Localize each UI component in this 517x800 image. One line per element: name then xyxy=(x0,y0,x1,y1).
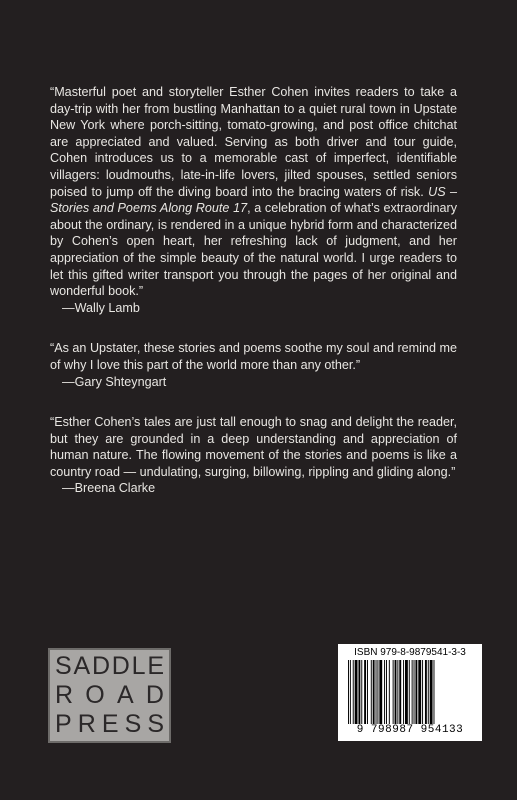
blurb-attribution: —Breena Clarke xyxy=(62,481,156,496)
blurb-text-part: “Masterful poet and storyteller Esther Cohen invites readers to take a day-trip with her from bustling Manhattan to a quiet rural town in Upstate New York where porch-sitting, tomato-growing, and post office chitchat are appreciated and valued. Serving as both driver and tour guide, Cohen introduces us to a memorable cast of imperfect, identifiable villagers: loudmouths, late-in-life lovers, jilted spouses, settled seniors poised to jump off the diving board into the bracing waters of risk. xyxy=(50,85,457,199)
barcode-bar xyxy=(386,660,387,724)
barcode-bar xyxy=(395,660,397,724)
barcode-bar xyxy=(430,660,433,724)
barcode-bar xyxy=(425,660,427,724)
barcode-bar xyxy=(418,660,421,724)
logo-letter: P xyxy=(55,710,72,738)
blurb-text: “Esther Cohen’s tales are just tall enough to snag and delight the reader, but they are grounded in a deep understanding and appreciation of human nature. The flowing movement of the stories and poems is like a country road — undulating, surging, billowing, rippling and gliding along.” xyxy=(50,415,457,479)
logo-letter: E xyxy=(147,652,164,680)
blurb-text xyxy=(50,84,457,300)
logo-letter: L xyxy=(131,652,146,680)
publisher-logo xyxy=(48,648,171,743)
barcode-bar xyxy=(422,660,423,724)
blurb-attribution: —Gary Shteyngart xyxy=(62,374,167,389)
blurb-attribution: —Wally Lamb xyxy=(62,300,140,315)
barcode-bar xyxy=(415,660,417,724)
barcode-bar xyxy=(393,660,394,724)
barcode-bar xyxy=(353,660,354,724)
isbn-barcode xyxy=(338,644,482,741)
barcode-bar xyxy=(428,660,429,724)
barcode-bar xyxy=(361,660,362,724)
barcode-bar xyxy=(399,660,401,724)
logo-letter: R xyxy=(55,681,74,709)
logo-letter: R xyxy=(77,710,96,738)
logo-letter: D xyxy=(91,652,110,680)
logo-line-1 xyxy=(50,652,169,681)
logo-letter: S xyxy=(124,710,142,738)
logo-letter: D xyxy=(145,681,164,709)
logo-letter: S xyxy=(147,710,164,738)
barcode-bar xyxy=(373,660,375,724)
book-title: US – Stories and Poems Along Route 17 xyxy=(50,184,458,216)
barcode-bar xyxy=(403,660,404,724)
blurb-wally-lamb xyxy=(50,84,457,316)
barcode-bar xyxy=(379,660,382,724)
barcode-bar xyxy=(389,660,390,724)
barcode-digits: 9 798987 954133 xyxy=(356,724,464,736)
barcode-bar xyxy=(384,660,385,724)
isbn-label: ISBN 979-8-9879541-3-3 xyxy=(354,647,466,658)
barcode-bar xyxy=(377,660,378,724)
barcode-bar xyxy=(371,660,372,724)
logo-letter: D xyxy=(111,652,130,680)
barcode-bar xyxy=(397,660,398,724)
blurb-breena-clarke xyxy=(50,414,457,497)
barcode-bar xyxy=(434,660,435,724)
logo-letter: E xyxy=(101,710,119,738)
barcode-bar xyxy=(350,660,351,724)
barcode-bar xyxy=(355,660,358,724)
barcode-bar xyxy=(376,660,377,724)
logo-line-2 xyxy=(50,681,169,710)
endorsements xyxy=(50,84,457,521)
blurb-gary-shteyngart xyxy=(50,340,457,390)
logo-letter: A xyxy=(116,681,134,709)
blurb-text: “As an Upstater, these stories and poems soothe my soul and remind me of why I love this part of the world more than any other.” xyxy=(50,341,457,372)
logo-letter: O xyxy=(85,681,105,709)
blurb-text-part: , a celebration of what’s extraordinary about the ordinary, is rendered in a unique hybrid form and characterized by Cohen’s open heart, her refreshing lack of judgment, and her appreciation of the simple beauty of the natural world. I urge readers to let this gifted writer transport you through the pages of her original and wonderful book.” xyxy=(50,201,457,299)
logo-letter: A xyxy=(73,652,91,680)
barcode-bar xyxy=(348,660,349,724)
logo-line-3 xyxy=(50,710,169,739)
barcode-bar xyxy=(367,660,368,724)
barcode-bars xyxy=(348,660,472,724)
barcode-bar xyxy=(414,660,415,724)
barcode-bar xyxy=(364,660,366,724)
barcode-bar xyxy=(409,660,410,724)
barcode-bar xyxy=(412,660,413,724)
logo-letter: S xyxy=(55,652,72,680)
barcode-bar xyxy=(405,660,408,724)
barcode-bar xyxy=(358,660,360,724)
